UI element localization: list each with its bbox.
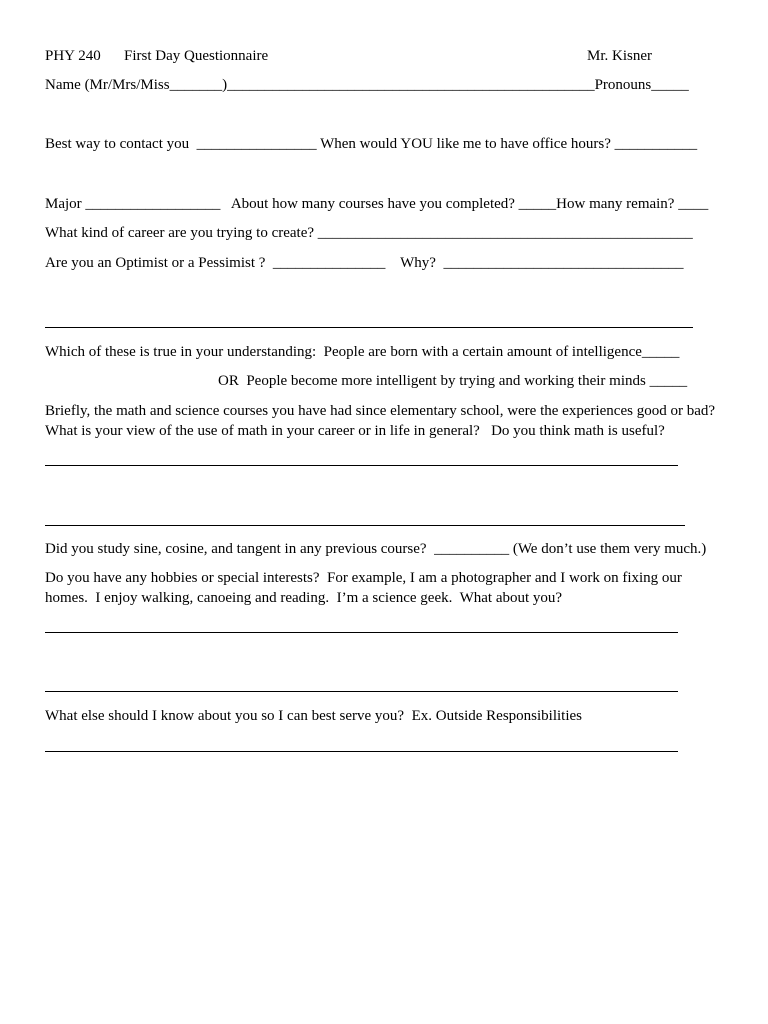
major-line: Major __________________ About how many courses have you completed? _____How many remain? ____ xyxy=(45,196,709,212)
page-title: First Day Questionnaire xyxy=(124,48,269,64)
hobbies-question-line-1: Do you have any hobbies or special interests? For example, I am a photographer and I work on fixing our xyxy=(45,570,682,586)
answer-rule xyxy=(45,691,678,692)
answer-rule xyxy=(45,465,678,466)
trig-question: Did you study sine, cosine, and tangent in any previous course? __________ (We don’t use them very much.) xyxy=(45,541,707,557)
career-line: What kind of career are you trying to create? __________________________________________________ xyxy=(45,225,693,241)
answer-rule xyxy=(45,327,693,328)
math-question-line-2: What is your view of the use of math in your career or in life in general? Do you think math is useful? xyxy=(45,423,665,439)
contact-line: Best way to contact you ________________ When would YOU like me to have office hours? ___________ xyxy=(45,136,698,152)
answer-rule xyxy=(45,525,685,526)
course-code: PHY 240 xyxy=(45,48,101,64)
else-question: What else should I know about you so I can best serve you? Ex. Outside Responsibilities xyxy=(45,708,582,724)
answer-rule xyxy=(45,632,678,633)
answer-rule xyxy=(45,751,678,752)
intelligence-alternative: OR People become more intelligent by trying and working their minds _____ xyxy=(218,373,688,389)
optimist-line: Are you an Optimist or a Pessimist ? _______________ Why? ________________________________ xyxy=(45,255,684,271)
intelligence-question: Which of these is true in your understanding: People are born with a certain amount of intelligence_____ xyxy=(45,344,680,360)
name-line: Name (Mr/Mrs/Miss_______)_________________________________________________Pronouns_____ xyxy=(45,77,689,93)
hobbies-question-line-2: homes. I enjoy walking, canoeing and reading. I’m a science geek. What about you? xyxy=(45,590,563,606)
math-question-line-1: Briefly, the math and science courses you have had since elementary school, were the experiences good or bad? xyxy=(45,403,716,419)
instructor-name: Mr. Kisner xyxy=(587,48,652,64)
